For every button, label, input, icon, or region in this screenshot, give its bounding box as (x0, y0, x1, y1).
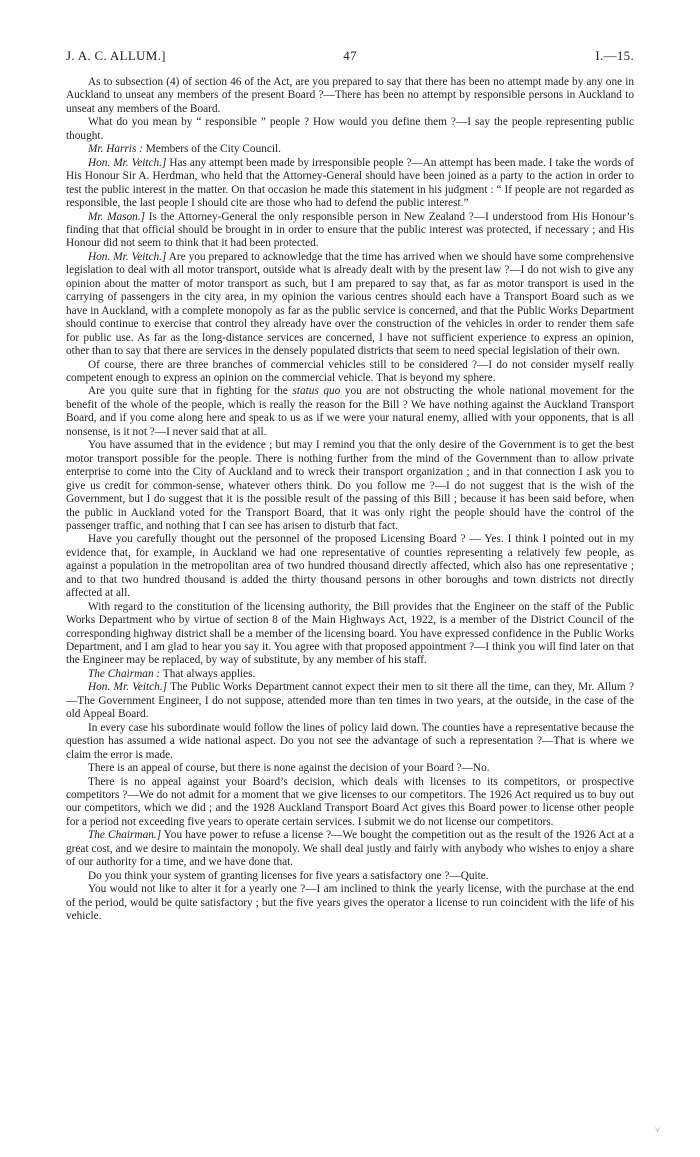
paragraph (66, 211, 634, 251)
scan-mark: ˅ (655, 1125, 661, 1135)
speaker-name: Mr. Mason.] (88, 210, 146, 223)
speaker-name: Hon. Mr. Veitch.] (88, 250, 167, 263)
paragraph-text: There is no appeal against your Board’s decision, which deals with licenses to its competitors, or prospective competitors ?—We do not admit for a moment that we give licenses to our competitors. The 1926 Act required us to buy out our competitors, which we did ; and the 1928 Auckland Transport Board Act gives this Board power to license other people for a period not exceeding five years to operate certain services. I submit we do not license our competitors. (66, 775, 634, 828)
paragraph-text: Have you carefully thought out the personnel of the proposed Licensing Board ? — Yes. I think I pointed out in my evidence that, for example, in Auckland we had one representative of counties representing a relatively few people, as against a population in the metropolitan area of two hundred thousand directly affected, which also has one representative ; and to that two hundred thousand is added the thirty thousand persons in other boroughs and town districts not directly affected at all. (66, 533, 634, 600)
speaker-name: Mr. Harris : (88, 143, 143, 156)
paragraph-text: The Public Works Department cannot expect their men to sit there all the time, can they, Mr. Allum ?—The Government Engineer, I do not suppose, attended more than ten times in two years, at the outside, in the case of the old Appeal Board. (66, 681, 634, 721)
paragraph (66, 762, 634, 775)
speaker-name: Hon. Mr. Veitch.] (88, 681, 168, 694)
paragraph (66, 776, 634, 830)
page-header (66, 48, 634, 68)
paragraph (66, 533, 634, 600)
paragraph-text: Is the Attorney-General the only responsible person in New Zealand ?—I understood from His Honour’s finding that that official should be brought in in order to ensure that the public interest was protected, if necessary ; and His Honour did not seem to think that it had been protected. (66, 210, 634, 250)
paragraph (66, 157, 634, 211)
paragraph (66, 439, 634, 533)
paragraph (66, 116, 634, 143)
paragraph-text: As to subsection (4) of section 46 of the Act, are you prepared to say that there has been no attempt made by any one in Auckland to unseat any members of the present Board ?—There has been no attempt by responsible persons in Auckland to unseat any members of the Board. (66, 76, 634, 115)
paragraph (66, 870, 634, 883)
paragraph-text: Are you quite sure that in fighting for the (88, 385, 293, 398)
paragraph-text: you are not obstructing the whole national movement for the benefit of the whole of the people, which is really the reason for the Bill ? We have nothing against the Auckland Transport Board, and if you come along here and speak to us as if we were your natural enemy, allied with your opponents, that is all nonsense, is it not ?—I never said that at all. (66, 385, 634, 438)
paragraph (66, 251, 634, 359)
paragraph-text: What do you mean by “ responsible ” people ? How would you define them ?—I say the people representing public thought. (66, 116, 634, 142)
page-number: 47 (343, 48, 357, 63)
paragraph (66, 829, 634, 869)
paragraph-text: That always applies. (160, 667, 256, 680)
page-body (66, 76, 634, 924)
paragraph-text: With regard to the constitution of the licensing authority, the Bill provides that the Engineer on the staff of the Public Works Department who by virtue of section 8 of the Main Highways Act, 1922, is a member of the District Council of the corresponding highway district shall be a member of the licensing board. You have expressed confidence in the Public Works Department, and I am glad to hear you say it. You agree with that proposed appointment ?—I think you will find later on that the Engineer may be replaced, by way of substitute, by any member of his staff. (66, 600, 634, 667)
paragraph-text: In every case his subordinate would follow the lines of policy laid down. The counties have a representative because the question has assumed a wide national aspect. Do you not see the advantage of such a representation ?—That is where we claim the error is made. (66, 721, 634, 761)
paragraph (66, 681, 634, 721)
paragraph-text: Has any attempt been made by irresponsible people ?—An attempt has been made. I take the words of His Honour Sir A. Herdman, who held that the Attorney-General should have been joined as a party to the action in order to test the public interest in the matter. On that occasion he made this statement in his judgment : “ If people are not regarded as responsible, the last people I should cite are those who had to defend the public interest.” (66, 156, 635, 210)
paragraph-text: Of course, there are three branches of commercial vehicles still to be considered ?—I do not consider myself really competent enough to express an opinion on the commercial vehicle. That is beyond my sphere. (66, 358, 634, 384)
paragraph (66, 385, 634, 439)
paragraph-text: You have power to refuse a license ?—We bought the competition out as the result of the 1926 Act at a great cost, and we desire to maintain the monopoly. We shall deal justly and fairly with anybody who wishes to enjoy a share of our authority for a time, and we have done that. (66, 829, 635, 869)
paragraph (66, 601, 634, 668)
paragraph-text: Do you think your system of granting licenses for five years a satisfactory one ?—Quite. (88, 869, 489, 882)
paragraph (66, 359, 634, 386)
document-reference: I.—15. (595, 48, 634, 63)
paragraph (66, 722, 634, 762)
speaker-name: The Chairman.] (88, 829, 162, 842)
paragraph (66, 668, 634, 681)
paragraph-text: Members of the City Council. (142, 143, 281, 156)
italic-phrase: status quo (292, 385, 341, 398)
paragraph-text: You would not like to alter it for a yearly one ?—I am inclined to think the yearly license, with the purchase at the end of the period, would be quite satisfactory ; but the five years gives the operator a license to run coincident with the life of his vehicle. (66, 883, 634, 923)
paragraph (66, 76, 634, 116)
witness-name: J. A. C. ALLUM.] (66, 48, 166, 63)
paragraph (66, 883, 634, 923)
paragraph (66, 143, 634, 156)
speaker-name: The Chairman : (88, 667, 161, 680)
paragraph-text: There is an appeal of course, but there is none against the decision of your Board ?—No. (88, 762, 490, 775)
speaker-name: Hon. Mr. Veitch.] (88, 156, 167, 169)
paragraph-text: Are you prepared to acknowledge that the time has arrived when we should have some comprehensive legislation to deal with all motor transport, outside what is already dealt with by the present law ?—I do not wish to give any opinion about the matter of motor transport as such, but I am prepared to say that, as far as motor transport is used in the carrying of passengers in the city area, in my opinion the various centres should each have a Transport Board such as we have in Auckland, with a complete monopoly as far as the public service is concerned, and that the Public Works Department should continue to exercise that control they already have over the construction of the vehicles in order to render them safe for public use. As far as the long-distance services are concerned, I have not sufficient experience to express an opinion, other than to say that there are services in the densely populated districts that seem to need special legislation of their own. (66, 250, 634, 358)
paragraph-text: You have assumed that in the evidence ; but may I remind you that the only desire of the Government is to get the best motor transport possible for the people. There is nothing further from the mind of the Government than to allow private enterprise to come into the City of Auckland and to wreck their transport organization ; and in that connection I ask you to give us credit for common-sense, whatever others think. Do you follow me ?—I do not suggest that is the wish of the Government, but I do suggest that it is the possible result of the passing of this Bill ; because it has been said before, when the public in Auckland voted for the Transport Board, that it was only right the people should have the control of the passenger traffic, and nothing that I can see has arisen to disturb that fact. (66, 439, 634, 532)
